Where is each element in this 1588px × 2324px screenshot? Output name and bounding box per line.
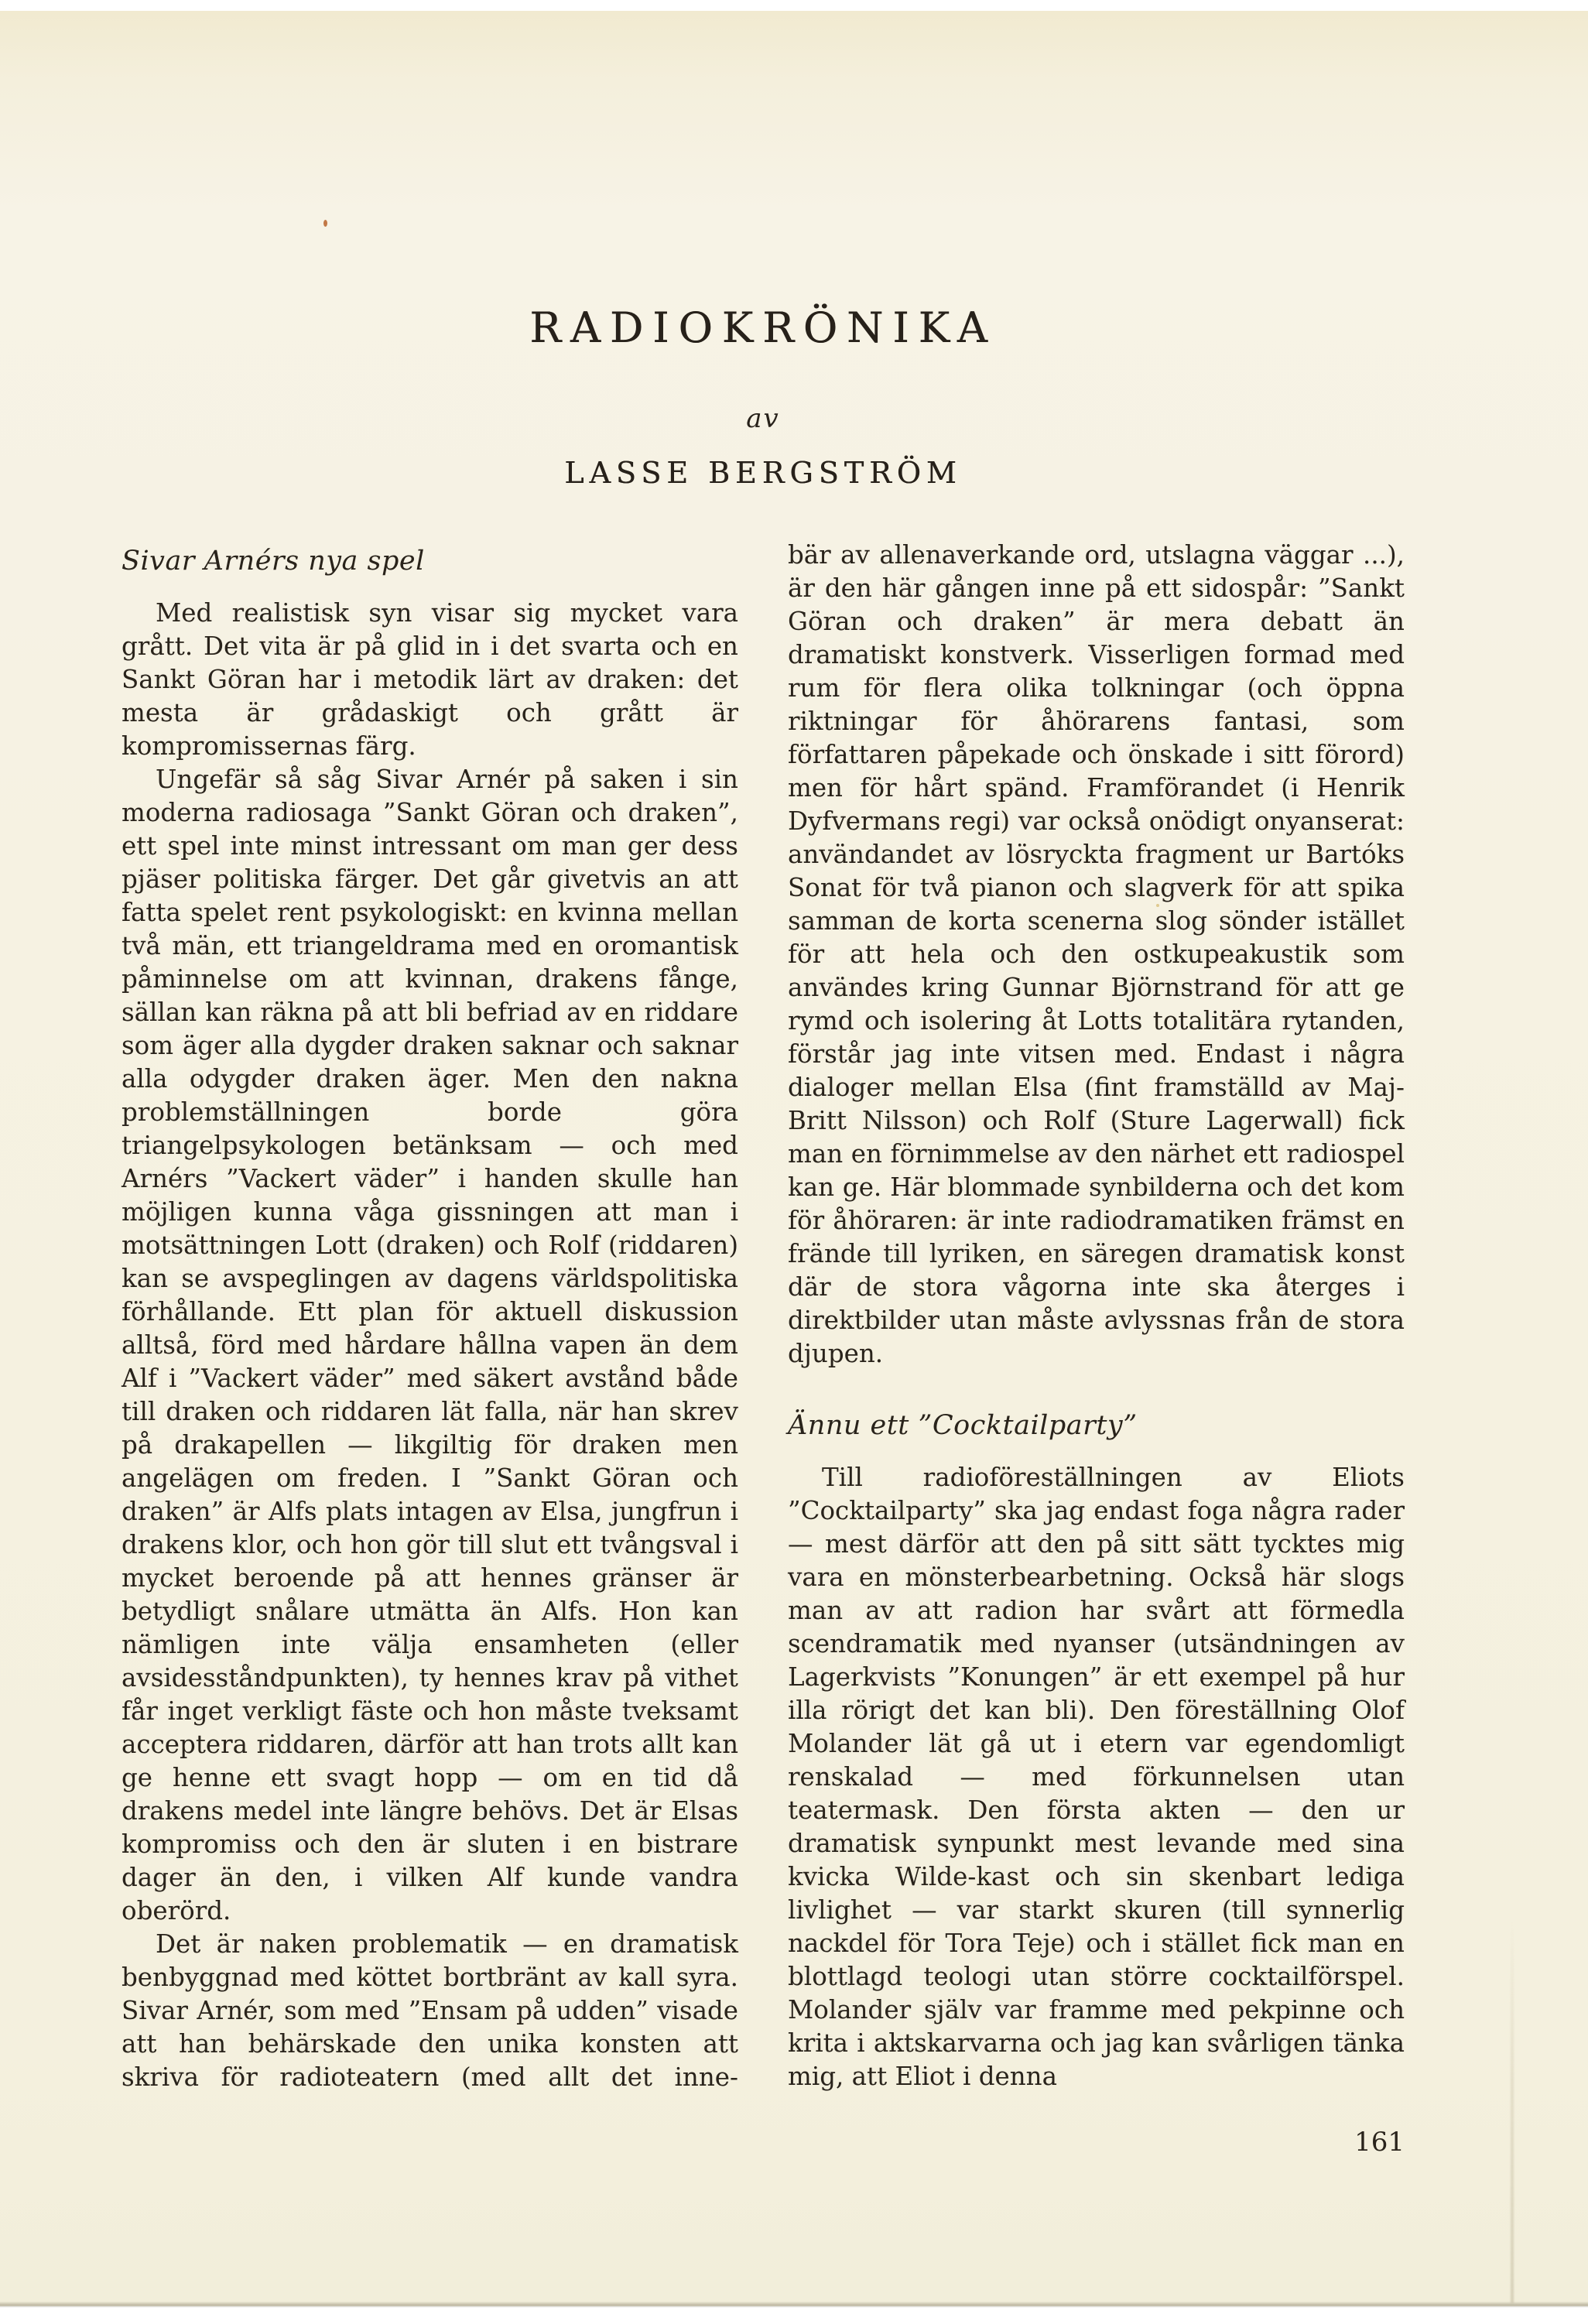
page-number: 161 <box>1354 2127 1405 2158</box>
section-heading: Sivar Arnérs nya spel <box>121 546 425 577</box>
text-column-left <box>121 545 738 2094</box>
paper-speck <box>323 220 327 227</box>
paragraph: Till radioföreställningen av Eliots ”Cocktailparty” ska jag endast foga några rader — mest därför att den på sitt sätt tycktes mig vara en mönsterbearbetning. Också här slogs man av att radion har svårt att förmedla scendramatik med nyanser (utsändningen av Lagerkvists ”Konungen” är ett exempel på hur illa rörigt det kan bli). Den föreställning Olof Molander lät gå ut i etern var egendomligt renskalad — med förkunnelsen utan teatermask. Den första akten — den ur dramatisk synpunkt mest levande med sina kvicka Wilde-kast och sin skenbart lediga livlighet — var starkt skuren (till synnerlig nackdel för Tora Teje) och i stället fick man en blottlagd teologi utan större cocktailförspel. Molander själv var framme med pekpinne och krita i aktskarvarna och jag kan svårligen tänka mig, att Eliot i denna <box>788 1463 1405 2091</box>
text-column-right <box>788 539 1405 2093</box>
paragraph: Ungefär så såg Sivar Arnér på saken i sin moderna radiosaga ”Sankt Göran och draken”, ett spel inte minst intressant om man ger dess pjäser politiska färger. Det går givetvis an att fatta spelet rent psykologiskt: en kvinna mellan två män, ett triangeldrama med en oromantisk påminnelse om att kvinnan, drakens fånge, sällan kan räkna på att bli befriad av en riddare som äger alla dygder draken saknar och saknar alla odygder draken äger. Men den nakna problemställningen borde göra triangelpsykologen betänksam — och med Arnérs ”Vackert väder” i handen skulle han möjligen kunna våga gissningen att man i motsättningen Lott (draken) och Rolf (riddaren) kan se avspeglingen av dagens världspolitiska förhållande. Ett plan för aktuell diskussion alltså, förd med hårdare hållna vapen än dem Alf i ”Vackert väder” med säkert avstånd både till draken och riddaren lät falla, när han skrev på drakapellen — likgiltig för draken men angelägen om freden. I ”Sankt Göran och draken” är Alfs plats intagen av Elsa, jungfrun i drakens klor, och hon gör till slut ett tvångsval i mycket beroende på att hennes gränser är betydligt snålare utmätta än Alfs. Hon kan nämligen inte välja ensamheten (eller avsidesståndpunkten), ty hennes krav på vithet får inget verkligt fäste och hon måste tveksamt acceptera riddaren, därför att han trots allt kan ge henne ett svagt hopp — om en tid då drakens medel inte längre behövs. Det är Elsas kompromiss och den är sluten i en bistrare dager än den, i vilken Alf kunde vandra oberörd. <box>121 765 738 1925</box>
author-name: LASSE BERGSTRÖM <box>564 456 962 490</box>
paper-bottom-edge <box>0 2302 1588 2308</box>
page-title: RADIOKRÖNIKA <box>529 303 997 352</box>
section-heading: Ännu ett ”Cocktailparty” <box>788 1410 1138 1441</box>
byline-prefix: av <box>746 403 780 434</box>
paper-right-crease <box>1511 1919 1514 2303</box>
paragraph: Med realistisk syn visar sig mycket vara grått. Det vita är på glid in i det svarta och en Sankt Göran har i metodik lärt av draken: det mesta är grådaskigt och grått är kompromissernas färg. <box>121 598 738 761</box>
paragraph: Det är naken problematik — en dramatisk benbyggnad med köttet bortbränt av kall syra. Sivar Arnér, som med ”Ensam på udden” visade att han behärskade den unika konsten att skriva för radioteatern (med allt det inne- <box>121 1929 738 2092</box>
paragraph: bär av allenaverkande ord, utslagna väggar ...), är den här gången inne på ett sidospår: ”Sankt Göran och draken” är mera debatt än dramatiskt konstverk. Visserligen formad med rum för flera olika tolkningar (och öppna riktningar för åhörarens fantasi, som författaren påpekade och önskade i sitt förord) men för hårt spänd. Framförandet (i Henrik Dyfvermans regi) var också onödigt onyanserat: användandet av lösryckta fragment ur Bartóks Sonat för två pianon och slagverk för att spika samman de korta scenerna slog sönder istället för att hela och den ostkupeakustik som användes kring Gunnar Björnstrand för att ge rymd och isolering åt Lotts totalitära rytanden, förstår jag inte vitsen med. Endast i några dialoger mellan Elsa (fint framställd av Maj-Britt Nilsson) och Rolf (Sture Lagerwall) fick man en förnimmelse av den närhet ett radiospel kan ge. Här blommade synbilderna och det kom för åhöraren: är inte radiodramatiken främst en frände till lyriken, en säregen dramatisk konst där de stora vågorna inte ska återges i direktbilder utan måste avlyssnas från de stora djupen. <box>788 540 1405 1368</box>
